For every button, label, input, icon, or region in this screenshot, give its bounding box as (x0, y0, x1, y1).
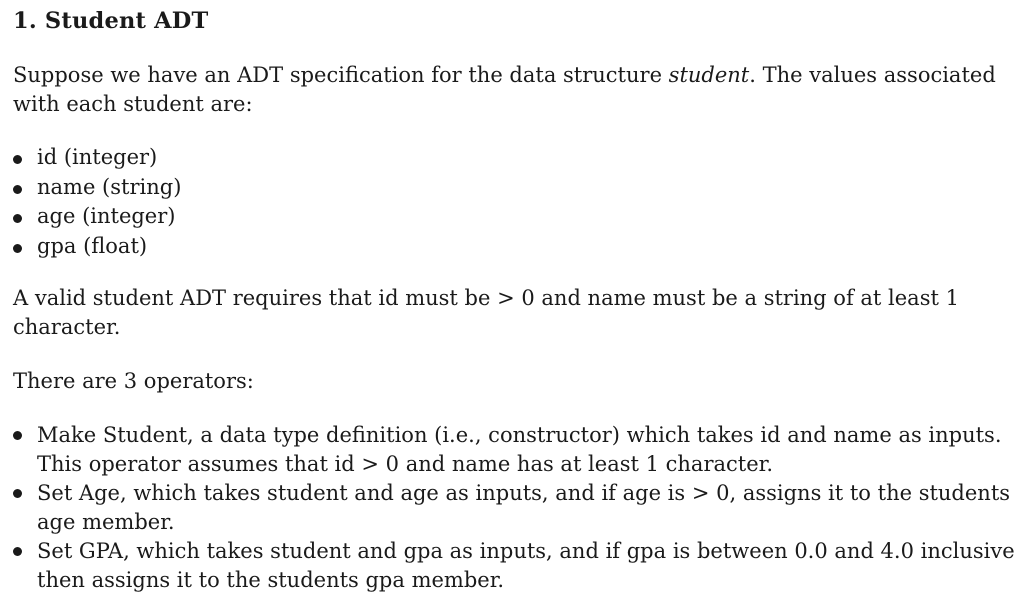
operator-line-1: Set Age, which takes student and age as inputs, and if age is > 0, assigns it to the students (37, 481, 1011, 505)
operator-line-2: then assigns it to the students gpa member. (37, 568, 505, 592)
bullet-icon (13, 214, 22, 223)
list-item (13, 173, 181, 203)
validity-line-2: character. (13, 315, 121, 339)
bullet-icon (13, 155, 22, 164)
field-item-text: gpa (float) (37, 233, 148, 258)
validity-paragraph (13, 284, 963, 342)
intro-text-after: . The values associated (749, 63, 996, 87)
bullet-icon (13, 431, 22, 440)
intro-paragraph (13, 61, 996, 119)
list-item (13, 537, 1015, 595)
operator-line-2: age member. (37, 510, 175, 534)
validity-line-1: A valid student ADT requires that id must be > 0 and name must be a string of at least 1 (13, 286, 959, 310)
list-item (13, 479, 1015, 537)
intro-text-before: Suppose we have an ADT specification for the data structure (13, 63, 669, 87)
bullet-icon (13, 489, 22, 498)
list-item (13, 421, 1015, 479)
field-item-text: id (integer) (37, 145, 158, 169)
intro-line-1 (13, 61, 996, 90)
bullet-icon (13, 185, 22, 194)
operators-intro-text: There are 3 operators: (13, 369, 254, 393)
operator-line-1: Make Student, a data type definition (i.e., constructor) which takes id and name as inputs. (37, 423, 1002, 447)
field-item-text: name (string) (37, 174, 182, 199)
list-item (13, 232, 181, 262)
operator-line-1: Set GPA, which takes student and gpa as inputs, and if gpa is between 0.0 and 4.0 inclusive (37, 539, 1015, 563)
section-title: 1. Student ADT (13, 8, 209, 34)
intro-line-2: with each student are: (13, 92, 253, 116)
operator-list (13, 421, 1015, 595)
bullet-icon (13, 244, 22, 253)
operator-line-2: This operator assumes that id > 0 and name has at least 1 character. (37, 452, 774, 476)
bullet-icon (13, 547, 22, 556)
intro-emphasis: student (668, 63, 750, 87)
operators-intro (13, 367, 963, 396)
list-item (13, 143, 181, 173)
field-item-text: age (integer) (37, 204, 176, 228)
list-item (13, 202, 181, 232)
field-list (13, 143, 181, 261)
